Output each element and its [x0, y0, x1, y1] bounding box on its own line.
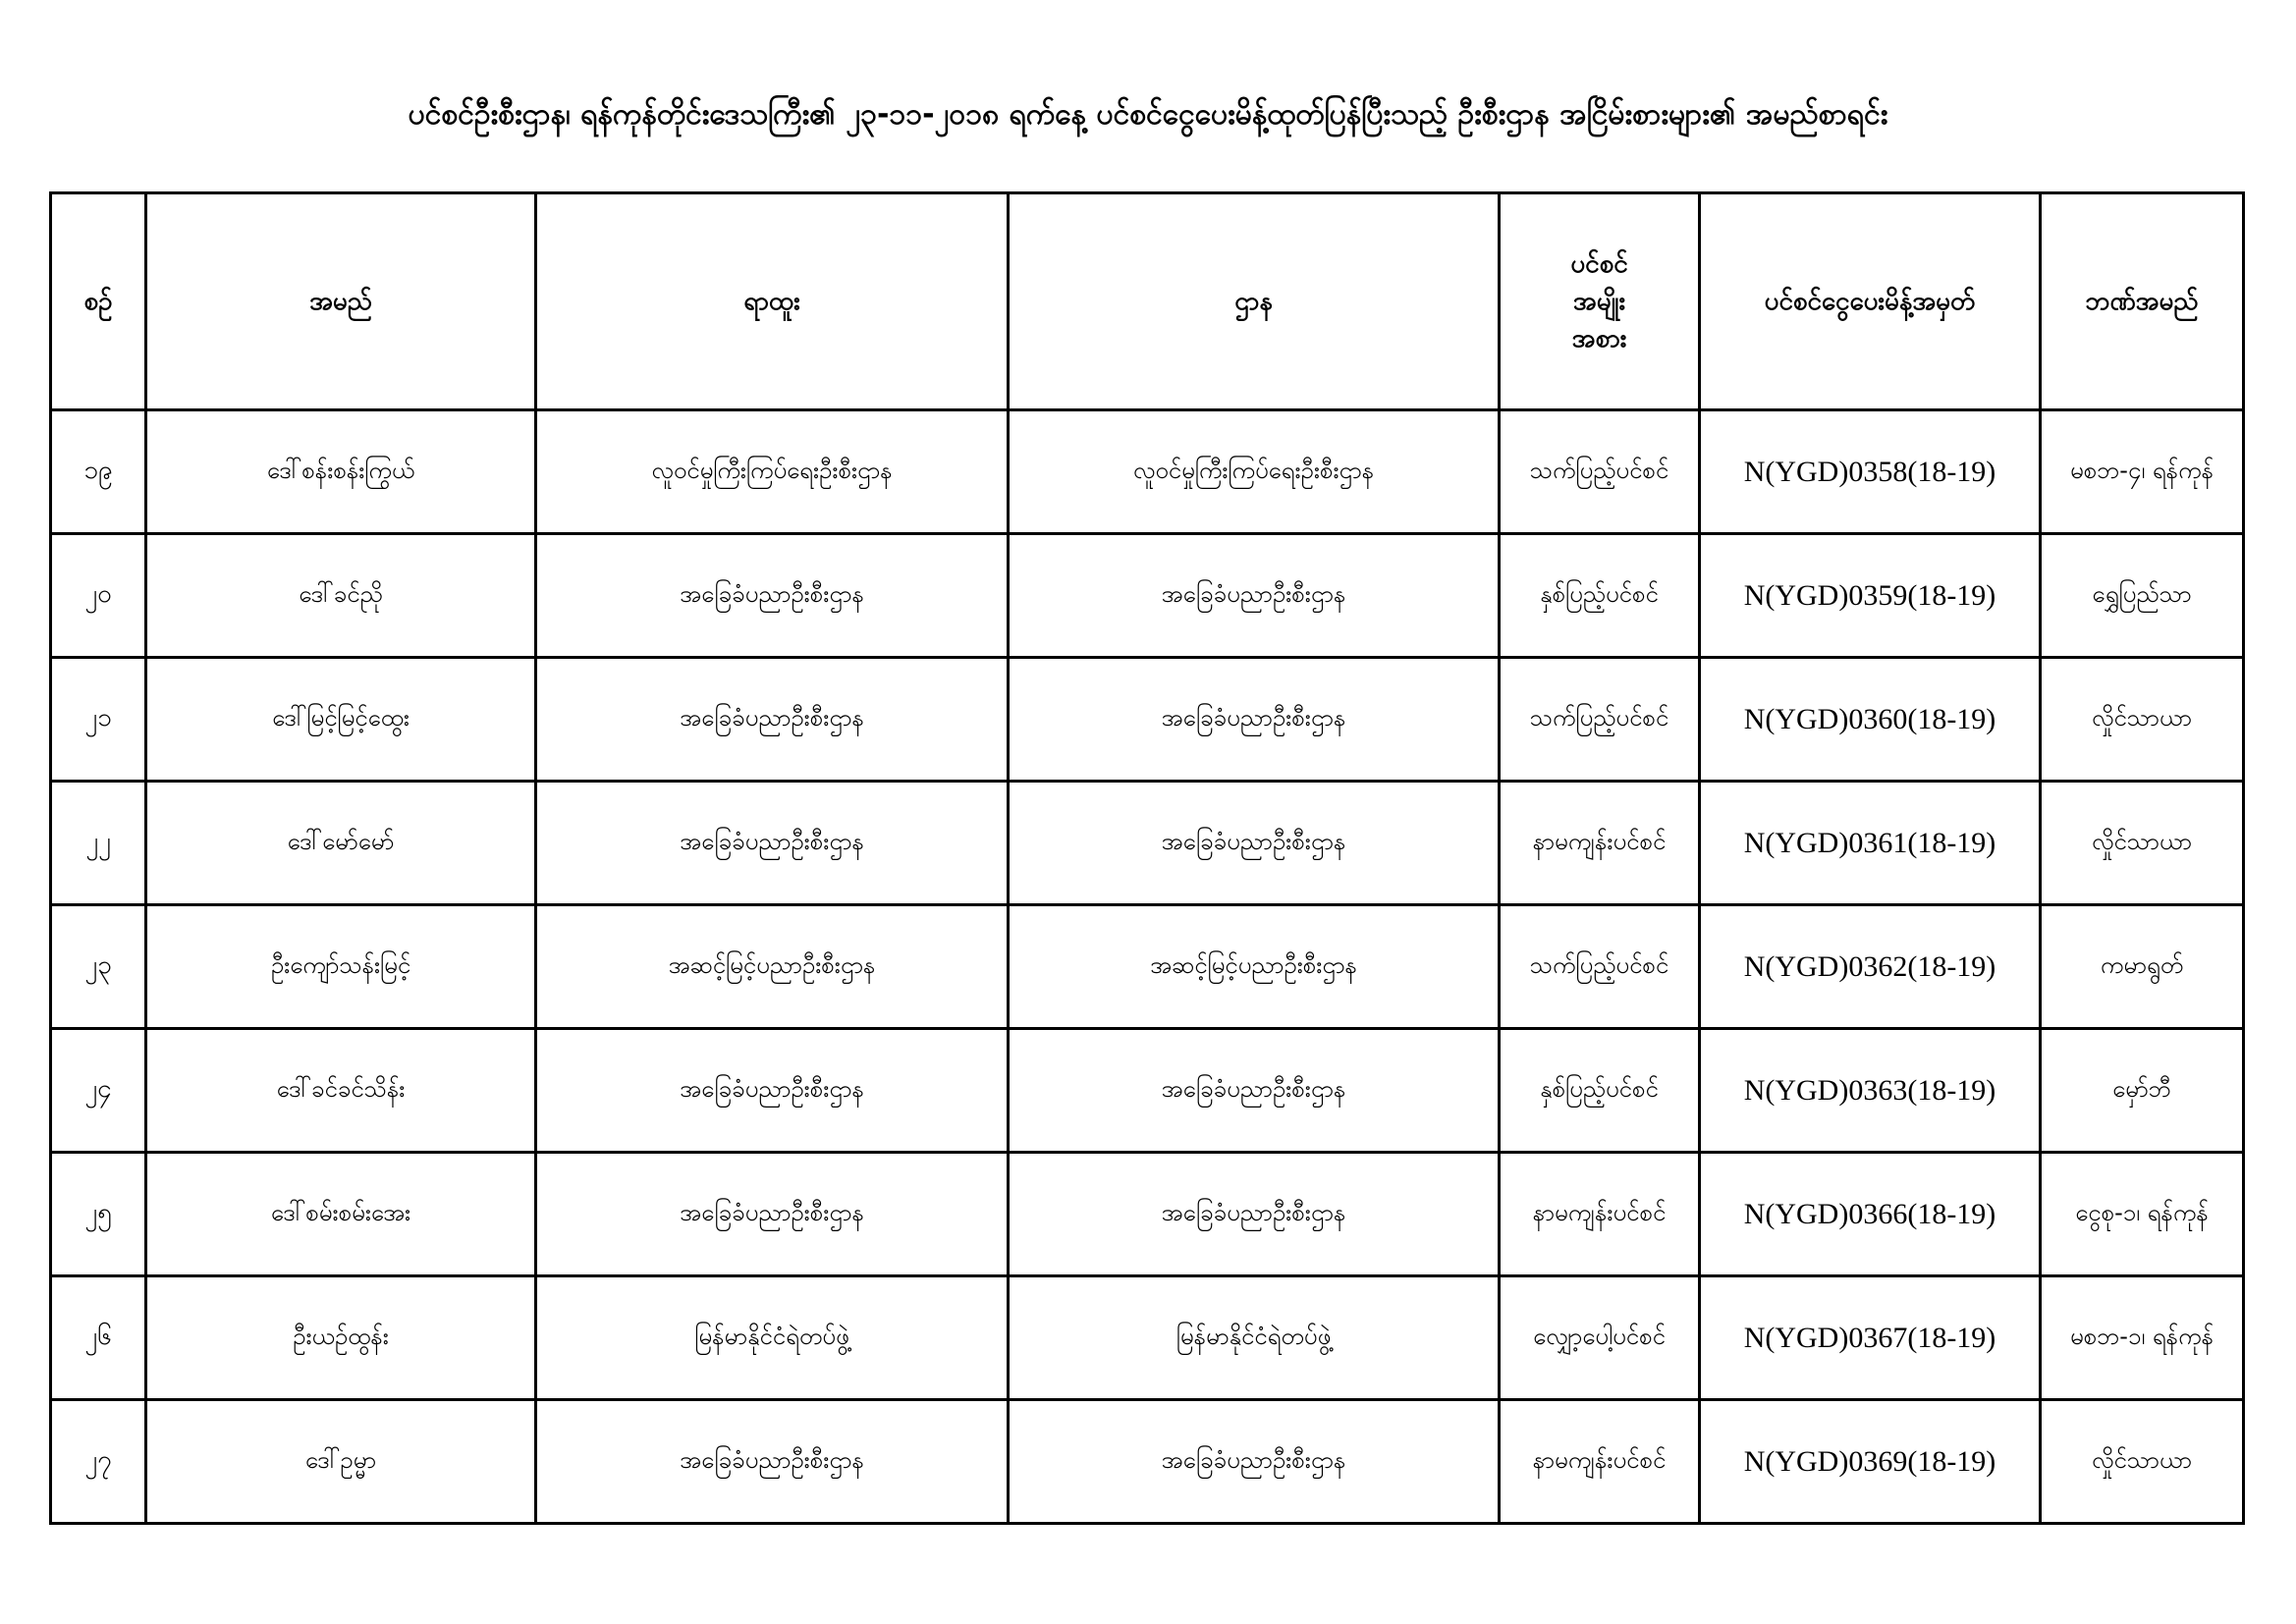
cell-name: ဒေါ်စန်းစန်းကြွယ်: [146, 410, 536, 534]
cell-no: ၂၇: [51, 1400, 146, 1524]
cell-no: ၂၁: [51, 658, 146, 782]
cell-pension-type: လျှော့ပေါ့ပင်စင်: [1500, 1276, 1700, 1400]
page-title: ပင်စင်ဦးစီးဌာန၊ ရန်ကုန်တိုင်းဒေသကြီး၏ ၂၃-၁၁-၂၀၁၈ ရက်နေ့ ပင်စင်ငွေပေးမိန့်ထုတ်ပြန်ပြီးသည့် ဦးစီးဌာန အငြိမ်းစားများ၏ အမည်စာရင်း: [408, 97, 1888, 132]
table-row: [51, 410, 2244, 534]
cell-order-no: N(YGD)0369(18-19): [1700, 1400, 2041, 1524]
table-row: [51, 658, 2244, 782]
cell-department: အခြေခံပညာဦးစီးဌာန: [1009, 1029, 1500, 1153]
header-pension-type-line: ပင်စင်: [1570, 249, 1628, 279]
header-department: ဌာန: [1009, 193, 1500, 410]
cell-order-no: N(YGD)0360(18-19): [1700, 658, 2041, 782]
table-row: [51, 1400, 2244, 1524]
cell-rank: လူဝင်မှုကြီးကြပ်ရေးဦးစီးဌာန: [536, 410, 1009, 534]
cell-rank: အခြေခံပညာဦးစီးဌာန: [536, 1153, 1009, 1276]
cell-rank: အဆင့်မြင့်ပညာဦးစီးဌာန: [536, 905, 1009, 1029]
table-row: [51, 782, 2244, 905]
cell-pension-type: သက်ပြည့်ပင်စင်: [1500, 410, 1700, 534]
header-order-no: ပင်စင်ငွေပေးမိန့်အမှတ်: [1700, 193, 2041, 410]
header-name: အမည်: [146, 193, 536, 410]
header-row: [51, 193, 2244, 410]
cell-department: မြန်မာနိုင်ငံရဲတပ်ဖွဲ့: [1009, 1276, 1500, 1400]
header-no: စဉ်: [51, 193, 146, 410]
cell-pension-type: နာမကျန်းပင်စင်: [1500, 1400, 1700, 1524]
header-rank: ရာထူး: [536, 193, 1009, 410]
cell-department: အခြေခံပညာဦးစီးဌာန: [1009, 782, 1500, 905]
cell-pension-type: နှစ်ပြည့်ပင်စင်: [1500, 1029, 1700, 1153]
cell-no: ၁၉: [51, 410, 146, 534]
cell-name: ဦးကျော်သန်းမြင့်: [146, 905, 536, 1029]
cell-no: ၂၂: [51, 782, 146, 905]
cell-no: ၂၃: [51, 905, 146, 1029]
cell-department: အခြေခံပညာဦးစီးဌာန: [1009, 1400, 1500, 1524]
cell-name: ဒေါ်ဥမ္မာ: [146, 1400, 536, 1524]
pensioner-table: [49, 191, 2245, 1525]
cell-order-no: N(YGD)0358(18-19): [1700, 410, 2041, 534]
cell-name: ဒေါ်ခင်ညို: [146, 534, 536, 658]
cell-order-no: N(YGD)0359(18-19): [1700, 534, 2041, 658]
cell-bank: ငွေစု-၁၊ ရန်ကုန်: [2041, 1153, 2244, 1276]
cell-pension-type: နာမကျန်းပင်စင်: [1500, 782, 1700, 905]
cell-rank: အခြေခံပညာဦးစီးဌာန: [536, 1400, 1009, 1524]
cell-no: ၂၅: [51, 1153, 146, 1276]
cell-rank: အခြေခံပညာဦးစီးဌာန: [536, 534, 1009, 658]
cell-order-no: N(YGD)0367(18-19): [1700, 1276, 2041, 1400]
header-pension-type-line: အမျိုး: [1572, 287, 1626, 316]
cell-name: ဒေါ်ခင်ခင်သိန်း: [146, 1029, 536, 1153]
cell-department: လူဝင်မှုကြီးကြပ်ရေးဦးစီးဌာန: [1009, 410, 1500, 534]
cell-bank: ကမာရွတ်: [2041, 905, 2244, 1029]
cell-name: ဦးယဉ်ထွန်း: [146, 1276, 536, 1400]
cell-rank: အခြေခံပညာဦးစီးဌာန: [536, 782, 1009, 905]
cell-name: ဒေါ်မော်မော်: [146, 782, 536, 905]
cell-bank: လှိုင်သာယာ: [2041, 1400, 2244, 1524]
cell-bank: မှော်ဘီ: [2041, 1029, 2244, 1153]
cell-no: ၂၆: [51, 1276, 146, 1400]
cell-pension-type: နာမကျန်းပင်စင်: [1500, 1153, 1700, 1276]
cell-bank: လှိုင်သာယာ: [2041, 782, 2244, 905]
cell-rank: မြန်မာနိုင်ငံရဲတပ်ဖွဲ့: [536, 1276, 1009, 1400]
cell-pension-type: သက်ပြည့်ပင်စင်: [1500, 905, 1700, 1029]
cell-bank: မစဘ-၄၊ ရန်ကုန်: [2041, 410, 2244, 534]
cell-department: အခြေခံပညာဦးစီးဌာန: [1009, 1153, 1500, 1276]
cell-order-no: N(YGD)0363(18-19): [1700, 1029, 2041, 1153]
table-row: [51, 905, 2244, 1029]
cell-no: ၂၀: [51, 534, 146, 658]
header-pension-type: [1500, 193, 1700, 410]
table-row: [51, 1153, 2244, 1276]
table-row: [51, 534, 2244, 658]
cell-rank: အခြေခံပညာဦးစီးဌာန: [536, 1029, 1009, 1153]
cell-pension-type: သက်ပြည့်ပင်စင်: [1500, 658, 1700, 782]
cell-name: ဒေါ်မြင့်မြင့်ထွေး: [146, 658, 536, 782]
cell-order-no: N(YGD)0362(18-19): [1700, 905, 2041, 1029]
cell-no: ၂၄: [51, 1029, 146, 1153]
cell-department: အခြေခံပညာဦးစီးဌာန: [1009, 534, 1500, 658]
cell-bank: မစဘ-၁၊ ရန်ကုန်: [2041, 1276, 2244, 1400]
table-row: [51, 1029, 2244, 1153]
header-pension-type-line: အစား: [1571, 324, 1627, 353]
cell-rank: အခြေခံပညာဦးစီးဌာန: [536, 658, 1009, 782]
table-row: [51, 1276, 2244, 1400]
cell-order-no: N(YGD)0366(18-19): [1700, 1153, 2041, 1276]
cell-bank: ရွှေပြည်သာ: [2041, 534, 2244, 658]
cell-order-no: N(YGD)0361(18-19): [1700, 782, 2041, 905]
cell-pension-type: နှစ်ပြည့်ပင်စင်: [1500, 534, 1700, 658]
cell-department: အဆင့်မြင့်ပညာဦးစီးဌာန: [1009, 905, 1500, 1029]
header-bank: ဘဏ်အမည်: [2041, 193, 2244, 410]
cell-department: အခြေခံပညာဦးစီးဌာန: [1009, 658, 1500, 782]
cell-bank: လှိုင်သာယာ: [2041, 658, 2244, 782]
cell-name: ဒေါ်စမ်းစမ်းအေး: [146, 1153, 536, 1276]
